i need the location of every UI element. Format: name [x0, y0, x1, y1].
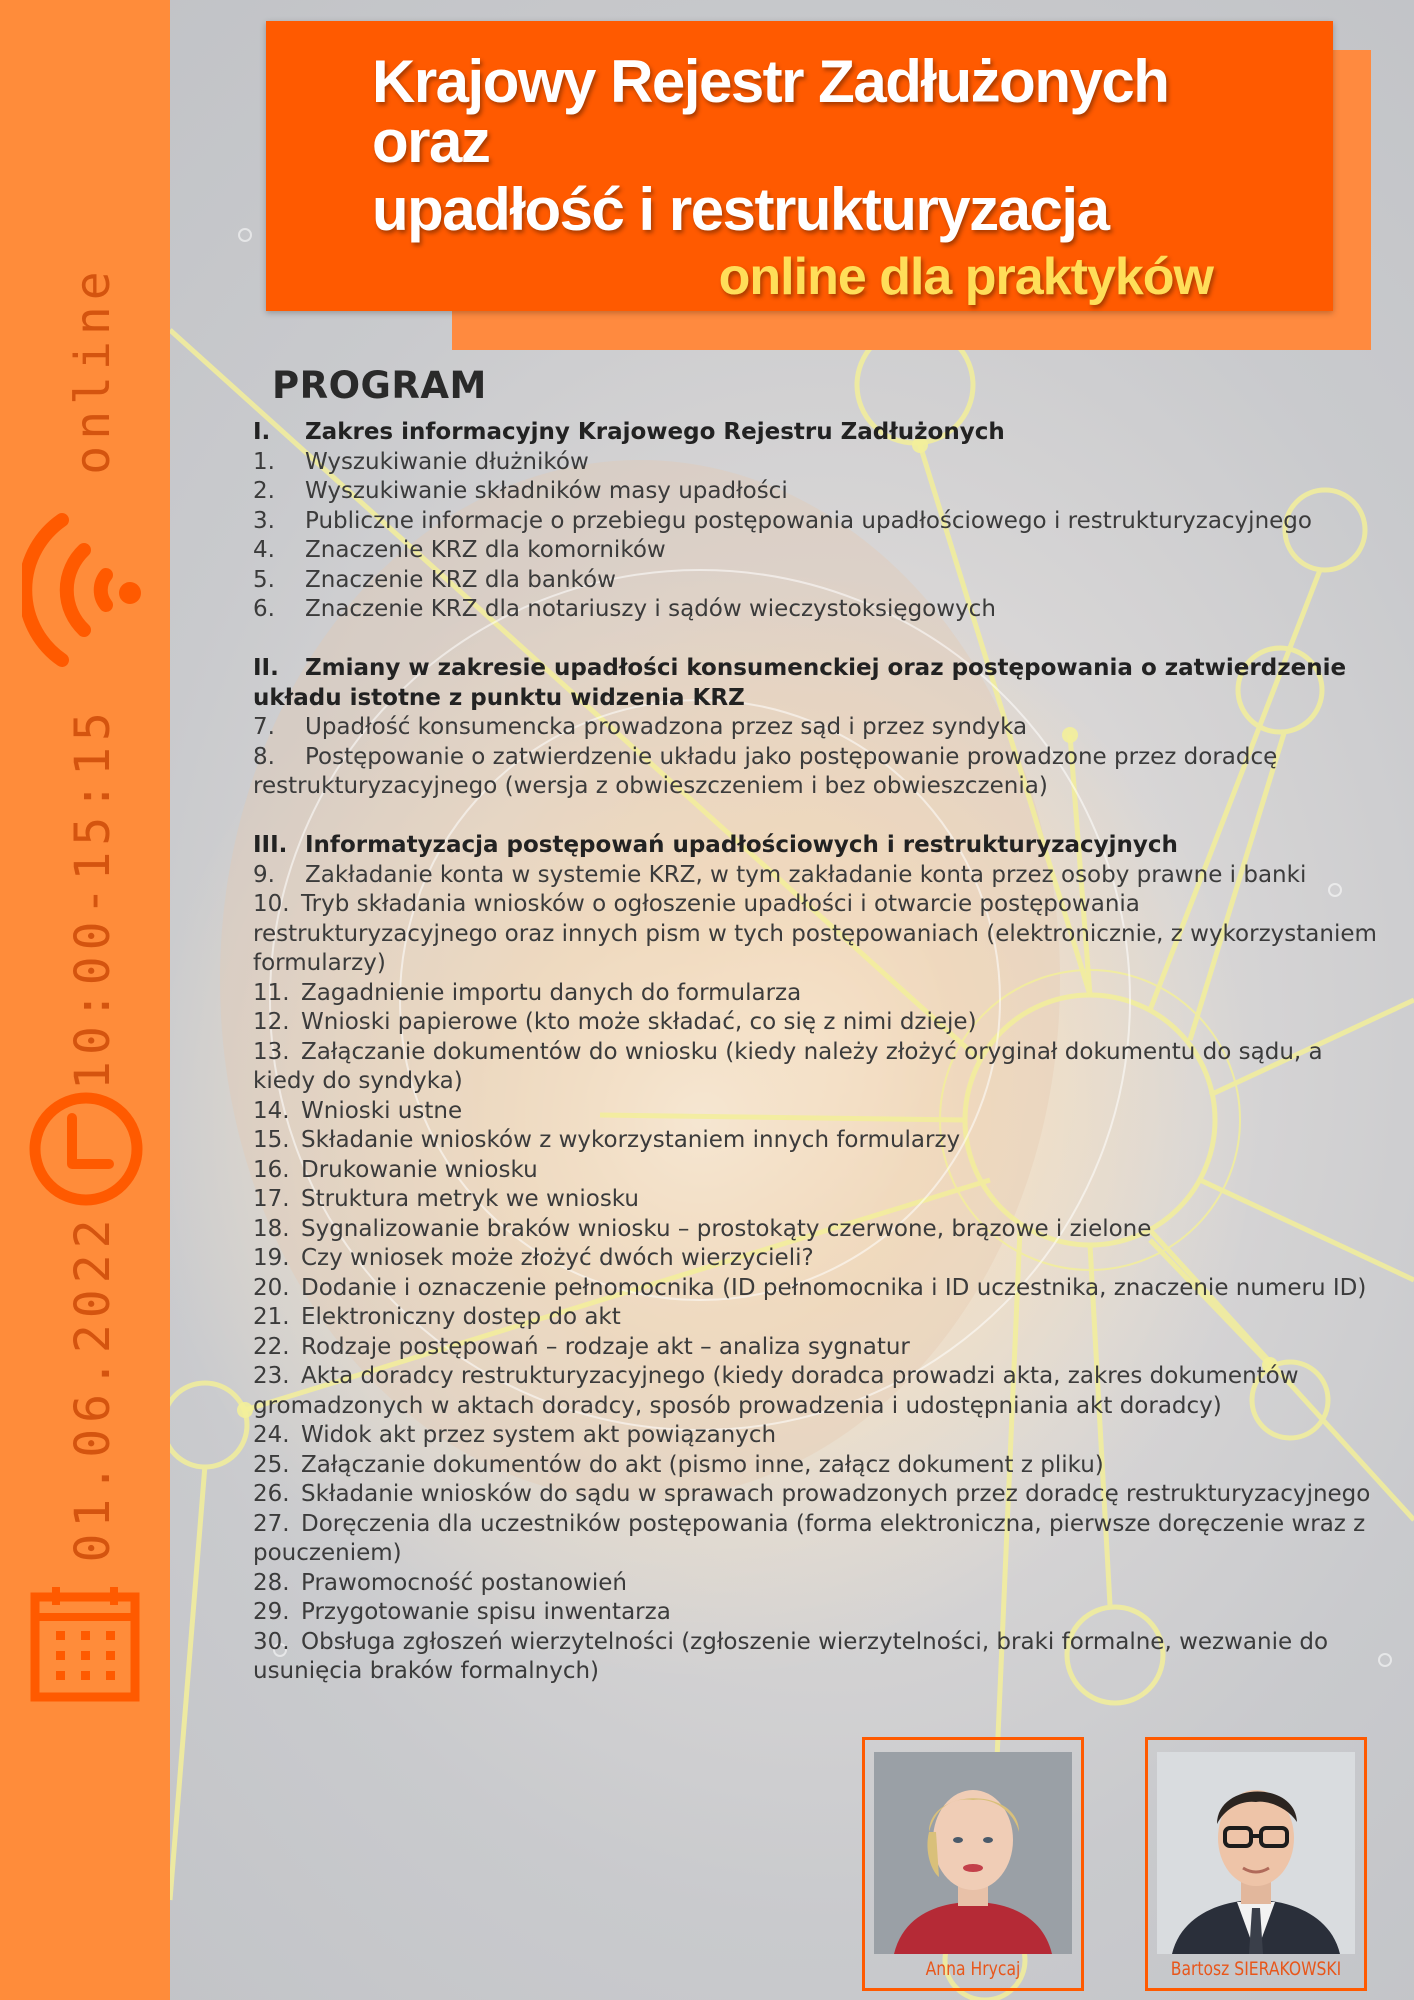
list-item: 16. Drukowanie wniosku	[253, 1156, 538, 1183]
calendar-icon	[26, 1585, 144, 1705]
list-item: 11. Zagadnienie importu danych do formularza	[253, 979, 802, 1006]
event-mode-label: online	[65, 265, 121, 475]
list-item: 23. Akta doradcy restrukturyzacyjnego (kiedy doradca prowadzi akta, zakres dokumentów gromadzonych w aktach doradcy, sposób prowadzenia i udostępniania akt doradcy)	[253, 1363, 1299, 1419]
list-item: 1. Wyszukiwanie dłużników	[253, 448, 589, 475]
list-item: 2. Wyszukiwanie składników masy upadłości	[253, 478, 788, 504]
list-item: 30. Obsługa zgłoszeń wierzytelności (zgłoszenie wierzytelności, braki formalne, wezwanie do usunięcia braków formalnych)	[253, 1628, 1329, 1684]
list-item: 9. Zakładanie konta w systemie KRZ, w tym zakładanie konta przez osoby prawne i banki	[253, 861, 1307, 888]
list-item: 29. Przygotowanie spisu inwentarza	[253, 1599, 671, 1625]
list-item: 24. Widok akt przez system akt powiązanych	[253, 1422, 777, 1448]
list-item: 21. Elektroniczny dostęp do akt	[253, 1304, 621, 1330]
event-time-label: 10:00-15:15	[65, 706, 121, 1090]
list-item: 13. Załączanie dokumentów do wniosku (kiedy należy złożyć oryginał dokumentu do sądu, a kiedy do syndyka)	[253, 1038, 1323, 1094]
list-item: 22. Rodzaje postępowań – rodzaje akt – analiza sygnatur	[253, 1333, 910, 1360]
list-item: 26. Składanie wniosków do sądu w sprawach prowadzonych przez doradcę restrukturyzacyjnego	[253, 1481, 1371, 1507]
title-line-1: Krajowy Rejestr Zadłużonych	[372, 48, 1169, 115]
list-item: 15. Składanie wniosków z wykorzystaniem innych formularzy	[253, 1127, 961, 1153]
list-item: 8. Postępowanie o zatwierdzenie układu jako postępowanie prowadzone przez doradcę restrukturyzacyjnego (wersja z obwieszczeniem i bez obwieszczenia)	[253, 743, 1278, 799]
program-list	[253, 418, 1383, 1687]
title-subtitle: online dla praktyków	[718, 248, 1213, 306]
title-line-3: upadłość i restrukturyzacja	[372, 176, 1109, 243]
list-item: 28. Prawomocność postanowień	[253, 1569, 627, 1596]
list-item: 3. Publiczne informacje o przebiegu postępowania upadłościowego i restrukturyzacyjnego	[253, 507, 1312, 534]
list-item: 7. Upadłość konsumencka prowadzona przez sąd i przez syndyka	[253, 714, 1028, 740]
section-title: I. Zakres informacyjny Krajowego Rejestru Zadłużonych	[253, 419, 1005, 445]
list-item: 12. Wnioski papierowe (kto może składać, co się z nimi dzieje)	[253, 1009, 977, 1035]
speaker-photo	[874, 1752, 1072, 1954]
speaker-name: Bartosz SIERAKOWSKI	[1170, 1958, 1342, 1980]
title-banner	[266, 21, 1333, 311]
event-date-label: 01.06.2022	[65, 1213, 121, 1563]
list-item: 10. Tryb składania wniosków o ogłoszenie upadłości i otwarcie postępowania restrukturyzacyjnego oraz innych pism w tych postępowaniach (elektronicznie, z wykorzystaniem formularzy)	[253, 891, 1377, 976]
speaker-photo	[1157, 1752, 1355, 1954]
list-item: 19. Czy wniosek może złożyć dwóch wierzycieli?	[253, 1245, 814, 1271]
list-item: 6. Znaczenie KRZ dla notariuszy i sądów wieczystoksięgowych	[253, 596, 996, 622]
list-item: 5. Znaczenie KRZ dla banków	[253, 566, 616, 593]
sidebar	[0, 0, 170, 2000]
list-item: 20. Dodanie i oznaczenie pełnomocnika (ID pełnomocnika i ID uczestnika, znaczenie numeru ID)	[253, 1274, 1367, 1301]
list-item: 25. Załączanie dokumentów do akt (pismo inne, załącz dokument z pliku)	[253, 1451, 1104, 1478]
speaker-name: Anna Hrycaj	[925, 1958, 1021, 1980]
title-line-2: oraz	[372, 108, 490, 175]
section-title: III. Informatyzacja postępowań upadłościowych i restrukturyzacyjnych	[253, 832, 1178, 858]
speaker-card-anna-hrycaj	[862, 1737, 1084, 1991]
list-item: 17. Struktura metryk we wniosku	[253, 1186, 639, 1212]
speaker-card-bartosz-sierakowski	[1145, 1737, 1367, 1991]
speaker-portrait-woman	[874, 1752, 1072, 1954]
list-item: 18. Sygnalizowanie braków wniosku – prostokąty czerwone, brązowe i zielone	[253, 1215, 1152, 1242]
clock-icon	[27, 1090, 145, 1208]
speaker-portrait-man	[1157, 1752, 1355, 1954]
program-heading: PROGRAM	[272, 364, 487, 407]
section-title: II. Zmiany w zakresie upadłości konsumenckiej oraz postępowania o zatwierdzenie układu istotne z punktu widzenia KRZ	[253, 655, 1347, 711]
wifi-icon	[22, 505, 152, 675]
list-item: 4. Znaczenie KRZ dla komorników	[253, 537, 666, 563]
list-item: 27. Doręczenia dla uczestników postępowania (forma elektroniczna, pierwsze doręczenie wraz z pouczeniem)	[253, 1510, 1366, 1566]
list-item: 14. Wnioski ustne	[253, 1097, 463, 1124]
